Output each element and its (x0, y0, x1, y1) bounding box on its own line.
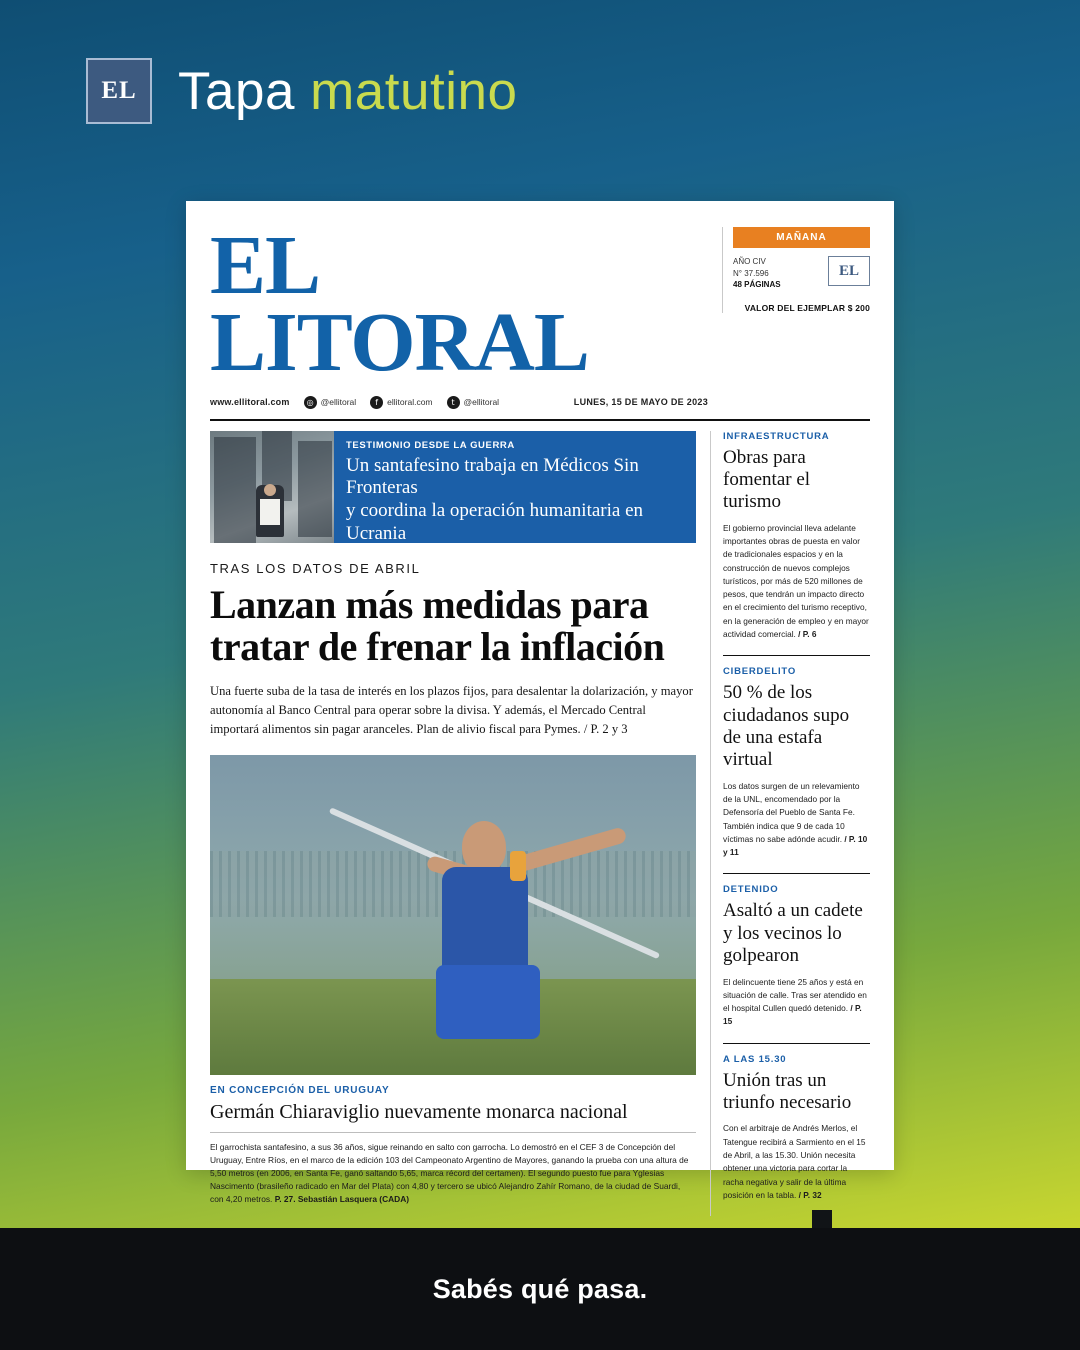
masthead (210, 219, 870, 409)
side-story-text: Los datos surgen de un relevamiento de la UNL, encomendado por la Defensoría del Pueblo de Santa Fe. También indica que 9 de cada 10 víctimas no sabe adónde acudir. (723, 780, 860, 844)
sports-story-text: El garrochista santafesino, a sus 36 años, sigue reinando en salto con garrocha. Lo demostró en el CEF 3 de Concepción del Uruguay, Entre Ríos, en el marco de la edición 103 del Campeonato Argentino de Mayores, ganando la prueba con una altura de 5,50 metros (en 2006, en Santa Fe, ganó saltando 5,65, marca récord del certamen). El segundo puesto fue para Yglesias Nascimento (brasileño radicado en Mar del Plata) con 4,80 y tercero se ubicó Alejandro Zahír Romano, de la ciudad de Suardi, con 4,20 metros. (210, 1141, 689, 1205)
side-divider (723, 1043, 870, 1044)
side-story-kicker: DETENIDO (723, 884, 779, 896)
page-title-highlight: matutino (310, 61, 518, 121)
side-story-text: El gobierno provincial lleva adelante importantes obras de puesta en valor de tradicionales espacios y en la construcción de nuevos complejos turísticos, por más de 520 millones de pesos, que tendrán un impacto directo en el crecimiento del turismo receptivo, en la generación de empleo y en mayor actividad comercial. (723, 522, 869, 639)
website-url[interactable]: www.ellitoral.com (210, 397, 290, 408)
side-story-headline[interactable]: Obras para fomentar el turismo (723, 446, 811, 513)
war-story-photo (210, 431, 334, 543)
side-story-headline[interactable]: 50 % de los ciudadanos supo de una estafa virtual (723, 682, 850, 771)
social-instagram[interactable] (304, 396, 357, 409)
side-story-text: Con el arbitraje de Andrés Merlos, el Tatengue recibirá a Sarmiento en el 15 de Abril, a las 15.30. Unión necesita obtener una victoria para cortar la racha negativa y salir de la última posición en la tabla. (723, 1123, 866, 1200)
sports-story-kicker: EN CONCEPCIÓN DEL URUGUAY (210, 1084, 390, 1096)
side-story-4[interactable] (723, 1054, 870, 1202)
edition-ribbon: MAÑANA (733, 227, 870, 248)
edition-pages: 48 PÁGINAS (733, 280, 781, 290)
main-story-headline-1[interactable]: Lanzan más medidas para (210, 581, 649, 627)
side-story-1[interactable] (723, 431, 870, 642)
side-story-text: El delincuente tiene 25 años y está en situación de calle. Tras ser atendido en el hospital Cullen quedó detenido. (723, 976, 867, 1014)
social-facebook[interactable] (370, 396, 432, 409)
footer-tagline: Sabés qué pasa. (432, 1273, 648, 1304)
side-story-body (723, 1122, 870, 1202)
edition-date: LUNES, 15 DE MAYO DE 2023 (573, 396, 708, 407)
side-story-headline[interactable]: Asaltó a un cadete y los vecinos lo golpearon (723, 900, 863, 967)
side-story-body (723, 976, 870, 1029)
side-story-kicker: A LAS 15.30 (723, 1053, 787, 1065)
edition-year: AÑO CIV (733, 257, 766, 266)
edition-details (733, 256, 781, 291)
social-handle: @ellitoral (463, 397, 500, 408)
main-column (210, 431, 710, 1217)
side-story-body (723, 780, 870, 860)
side-story-kicker: CIBERDELITO (723, 666, 797, 678)
sports-story-headline[interactable]: Germán Chiaraviglio nuevamente monarca nacional (210, 1100, 628, 1123)
page-header (86, 58, 517, 124)
footer-bar (0, 1228, 1080, 1350)
main-story-lede: Una fuerte suba de la tasa de interés en los plazos fijos, para desalentar la dolarización, y mayor autonomía al Banco Central para operar sobre la divisa. Y además, el Mercado Central importará alimentos sin pagar aranceles. Plan de alivio fiscal para Pymes. / P. 2 y 3 (210, 684, 693, 737)
side-story-2[interactable] (723, 666, 870, 859)
facebook-icon: f (370, 396, 383, 409)
page-title (178, 61, 517, 122)
side-story-page: / P. 15 (723, 1003, 862, 1027)
side-story-page: / P. 10 y 11 (723, 833, 868, 858)
war-story-headline-2: y coordina la operación humanitaria en Ucrania (346, 500, 644, 543)
side-divider (723, 873, 870, 874)
newspaper-front-page (186, 201, 894, 1205)
page-title-plain: Tapa (178, 61, 311, 121)
masthead-edition-block (722, 227, 870, 313)
masthead-social-row (210, 396, 708, 409)
masthead-divider (210, 419, 870, 421)
side-story-3[interactable] (723, 884, 870, 1028)
side-column (710, 431, 870, 1217)
social-handle: ellitoral.com (387, 397, 433, 408)
instagram-icon: ◎ (304, 396, 317, 409)
side-story-headline[interactable]: Unión tras un triunfo necesario (723, 1069, 852, 1114)
twitter-icon: t (447, 396, 460, 409)
cover-price: VALOR DEL EJEMPLAR $ 200 (744, 302, 870, 313)
social-twitter[interactable] (447, 396, 500, 409)
side-story-kicker: INFRAESTRUCTURA (723, 430, 830, 442)
el-badge-icon: EL (828, 256, 870, 286)
side-story-body (723, 522, 870, 641)
newspaper-title: EL LITORAL (210, 219, 589, 390)
side-story-page: / P. 32 (798, 1189, 822, 1200)
war-story-banner[interactable] (210, 431, 696, 543)
sports-story-credit: P. 27. Sebastián Lasquera (CADA) (274, 1194, 410, 1205)
side-story-page: / P. 6 (798, 628, 817, 639)
social-handle: @ellitoral (320, 397, 357, 408)
brand-logo: EL (86, 58, 152, 124)
side-divider (723, 655, 870, 656)
sports-story-body (210, 1141, 696, 1206)
pole-vault-photo (210, 755, 696, 1075)
war-story-headline-1: Un santafesino trabaja en Médicos Sin Fronteras (346, 454, 639, 499)
main-story-headline-2[interactable]: tratar de frenar la inflación (210, 623, 665, 669)
main-story-kicker: TRAS LOS DATOS DE ABRIL (210, 560, 421, 576)
war-story-kicker: TESTIMONIO DESDE LA GUERRA (346, 439, 515, 451)
edition-number: N° 37.596 (733, 268, 769, 278)
